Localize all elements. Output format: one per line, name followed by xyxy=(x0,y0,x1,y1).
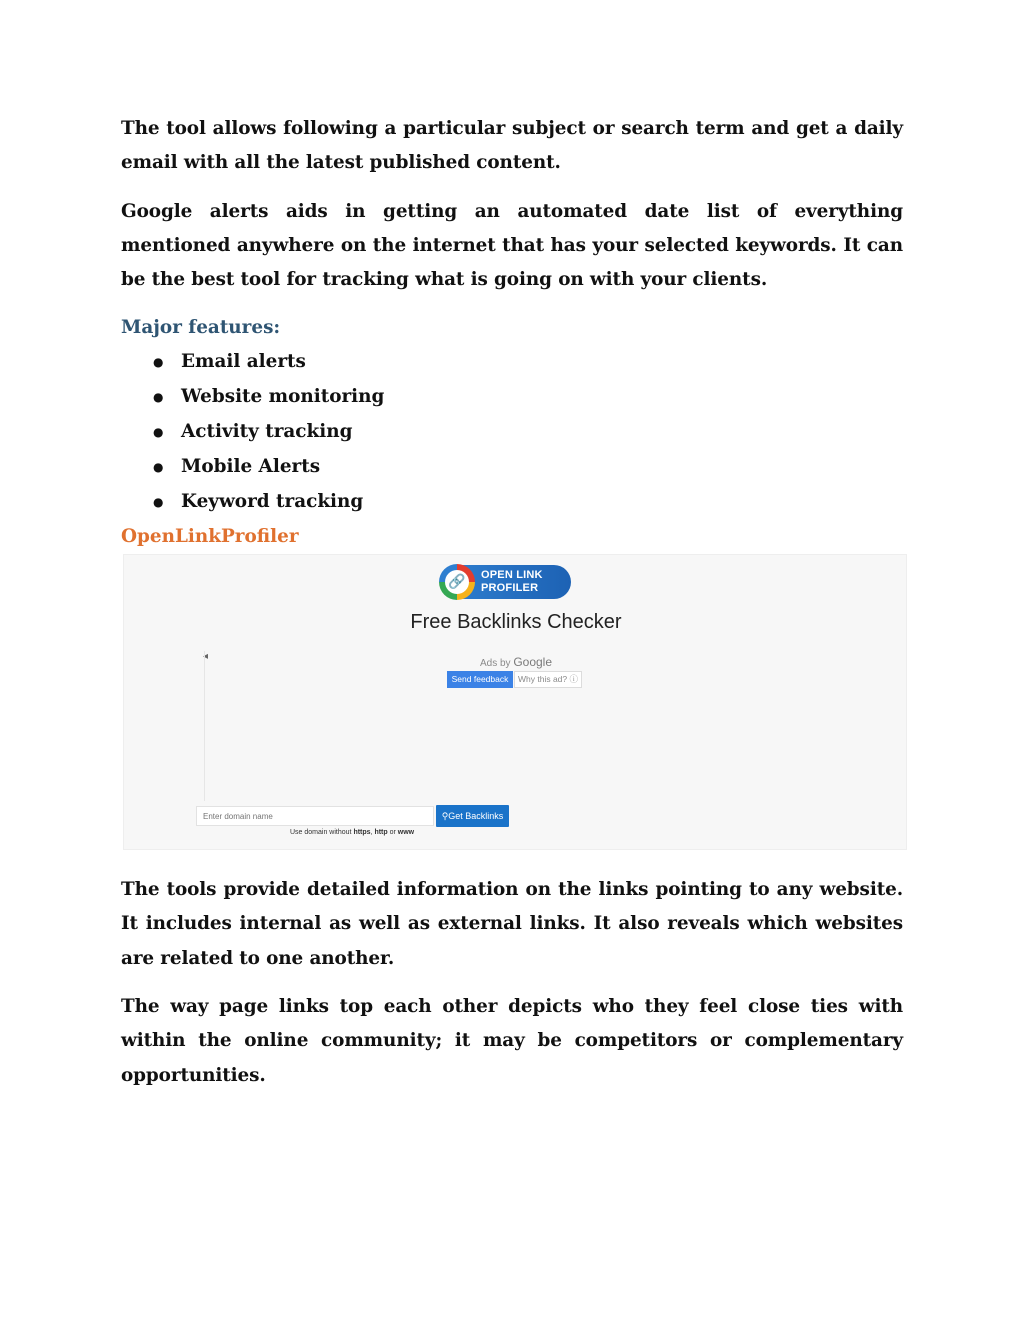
domain-hint: Use domain without https, http or www xyxy=(290,829,415,837)
hint-https: https xyxy=(353,829,371,837)
send-feedback-button[interactable]: Send feedback xyxy=(447,671,513,688)
list-item xyxy=(153,485,903,520)
feature-label: Keyword tracking xyxy=(181,491,364,513)
list-item xyxy=(153,345,903,380)
list-item xyxy=(153,450,903,485)
openlinkprofiler-logo xyxy=(441,565,571,599)
paragraph-intro: The tool allows following a particular subject or search term and get a daily email with all the latest published content. xyxy=(121,118,903,174)
link-icon: 🔗 xyxy=(439,564,475,600)
feature-label: Mobile Alerts xyxy=(181,456,321,478)
bullet-icon: ● xyxy=(153,390,164,405)
bullet-icon: ● xyxy=(153,460,164,475)
feature-label: Email alerts xyxy=(181,351,306,373)
paragraph-links-info: The tools provide detailed information on the links pointing to any website. It includes internal as well as external links. It also reveals which websites are related to one another. xyxy=(121,879,903,969)
get-backlinks-label: Get Backlinks xyxy=(448,811,504,822)
document-page xyxy=(121,112,903,1093)
feature-list xyxy=(121,345,903,520)
screenshot-title: Free Backlinks Checker xyxy=(410,611,622,634)
bullet-icon: ● xyxy=(153,355,164,370)
ads-by-label: Ads by xyxy=(479,658,511,670)
bullet-icon: ● xyxy=(153,495,164,510)
domain-input[interactable] xyxy=(196,806,434,826)
hint-http: http xyxy=(374,829,388,837)
hint-or: or xyxy=(389,829,396,837)
list-item xyxy=(153,380,903,415)
why-this-ad-button[interactable]: Why this ad? ⓘ xyxy=(514,671,582,688)
logo-text xyxy=(481,569,543,595)
list-item xyxy=(153,415,903,450)
openlinkprofiler-heading: OpenLinkProfiler xyxy=(121,526,299,548)
hint-www: www xyxy=(397,829,415,837)
ads-by-google xyxy=(124,655,908,669)
google-label: Google xyxy=(513,655,553,670)
get-backlinks-button[interactable] xyxy=(436,805,509,827)
paragraph-google-alerts: Google alerts aids in getting an automated date list of everything mentioned anywhere on the internet that has your selected keywords. It can be the best tool for tracking what is going on with your clients. xyxy=(121,200,903,291)
openlinkprofiler-screenshot xyxy=(123,554,907,850)
bullet-icon: ● xyxy=(153,425,164,440)
search-icon: ⚲ xyxy=(441,811,449,822)
feature-label: Website monitoring xyxy=(181,386,385,408)
logo-line: OPEN LINK xyxy=(481,569,543,582)
paragraph-page-links: The way page links top each other depicts who they feel close ties with within the online community; it may be competitors or complementary opportunities. xyxy=(121,995,903,1086)
hint-text: Use domain without xyxy=(290,829,352,837)
logo-line: PROFILER xyxy=(481,582,539,595)
back-arrow-icon: ◂ xyxy=(203,651,209,663)
feature-label: Activity tracking xyxy=(181,421,353,443)
major-features-heading: Major features: xyxy=(121,317,281,339)
